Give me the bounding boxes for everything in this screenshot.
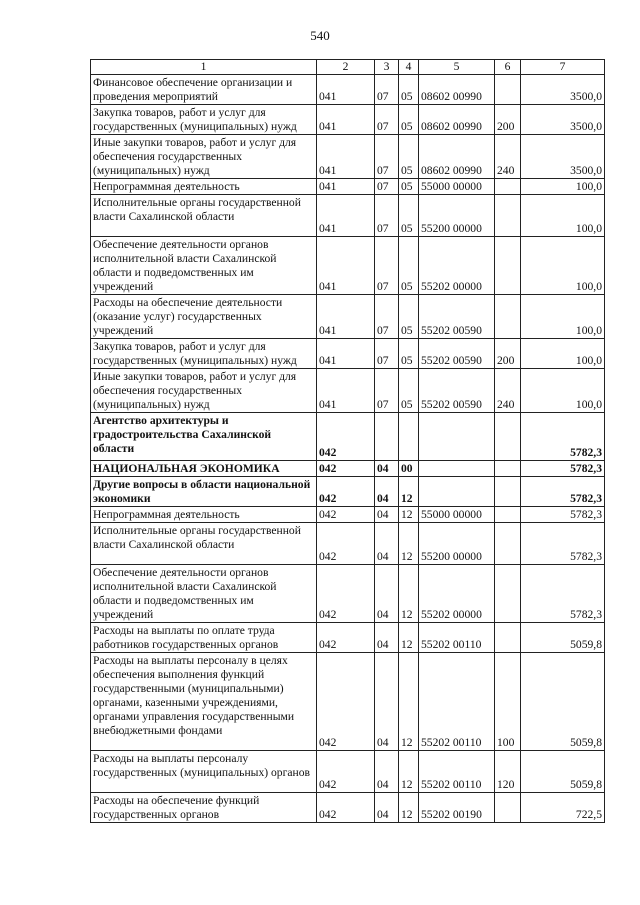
- amount: 100,0: [521, 369, 605, 413]
- table-row: [91, 135, 605, 179]
- table-row: [91, 413, 605, 461]
- subsection-code: 05: [399, 179, 419, 195]
- item-name: Другие вопросы в области национальной экономики: [91, 477, 317, 507]
- subsection-code: 05: [399, 237, 419, 295]
- ministry-code: 041: [317, 195, 375, 237]
- section-code: 04: [375, 507, 399, 523]
- subsection-code: 12: [399, 523, 419, 565]
- section-code: 07: [375, 135, 399, 179]
- page-number: 540: [310, 28, 330, 43]
- table-row: [91, 105, 605, 135]
- item-name: НАЦИОНАЛЬНАЯ ЭКОНОМИКА: [91, 461, 317, 477]
- column-header: 6: [495, 60, 521, 75]
- target-article-code: 55202 00110: [419, 653, 495, 751]
- expense-type-code: [495, 461, 521, 477]
- amount: 5059,8: [521, 653, 605, 751]
- target-article-code: 08602 00990: [419, 135, 495, 179]
- amount: 100,0: [521, 295, 605, 339]
- expense-type-code: [495, 523, 521, 565]
- table-row: [91, 339, 605, 369]
- item-name: Финансовое обеспечение организации и проведения мероприятий: [91, 75, 317, 105]
- table-row: [91, 237, 605, 295]
- subsection-code: 12: [399, 653, 419, 751]
- column-header: 4: [399, 60, 419, 75]
- item-name: Иные закупки товаров, работ и услуг для обеспечения государственных (муниципальных) нужд: [91, 369, 317, 413]
- section-code: 07: [375, 295, 399, 339]
- expense-type-code: [495, 623, 521, 653]
- amount: 100,0: [521, 237, 605, 295]
- amount: 5782,3: [521, 523, 605, 565]
- subsection-code: 12: [399, 565, 419, 623]
- expense-type-code: 240: [495, 369, 521, 413]
- ministry-code: 041: [317, 237, 375, 295]
- section-code: 07: [375, 75, 399, 105]
- amount: 100,0: [521, 179, 605, 195]
- expense-type-code: 240: [495, 135, 521, 179]
- ministry-code: 042: [317, 413, 375, 461]
- item-name: Исполнительные органы государственной власти Сахалинской области: [91, 195, 317, 237]
- amount: 3500,0: [521, 105, 605, 135]
- expense-type-code: 200: [495, 339, 521, 369]
- column-header: 3: [375, 60, 399, 75]
- item-name: Иные закупки товаров, работ и услуг для обеспечения государственных (муниципальных) нужд: [91, 135, 317, 179]
- section-code: 07: [375, 195, 399, 237]
- ministry-code: 042: [317, 477, 375, 507]
- expense-type-code: [495, 477, 521, 507]
- table-row: [91, 523, 605, 565]
- table-row: [91, 179, 605, 195]
- target-article-code: 55202 00590: [419, 295, 495, 339]
- item-name: Закупка товаров, работ и услуг для государственных (муниципальных) нужд: [91, 105, 317, 135]
- table-row: [91, 195, 605, 237]
- target-article-code: 55202 00110: [419, 751, 495, 793]
- subsection-code: [399, 413, 419, 461]
- column-header: 5: [419, 60, 495, 75]
- expense-type-code: [495, 565, 521, 623]
- table-row: [91, 75, 605, 105]
- column-header: 7: [521, 60, 605, 75]
- subsection-code: 12: [399, 507, 419, 523]
- subsection-code: 05: [399, 135, 419, 179]
- expense-type-code: [495, 507, 521, 523]
- item-name: Расходы на выплаты персоналу государственных (муниципальных) органов: [91, 751, 317, 793]
- target-article-code: 55000 00000: [419, 507, 495, 523]
- ministry-code: 042: [317, 461, 375, 477]
- section-code: 04: [375, 793, 399, 823]
- subsection-code: 05: [399, 295, 419, 339]
- item-name: Непрограммная деятельность: [91, 179, 317, 195]
- section-code: 04: [375, 477, 399, 507]
- ministry-code: 042: [317, 507, 375, 523]
- target-article-code: 55202 00110: [419, 623, 495, 653]
- subsection-code: 05: [399, 75, 419, 105]
- target-article-code: 55202 00590: [419, 339, 495, 369]
- budget-table: [90, 59, 605, 823]
- ministry-code: 042: [317, 751, 375, 793]
- section-code: 07: [375, 369, 399, 413]
- ministry-code: 042: [317, 565, 375, 623]
- table-row: [91, 751, 605, 793]
- ministry-code: 041: [317, 339, 375, 369]
- expense-type-code: 100: [495, 653, 521, 751]
- item-name: Обеспечение деятельности органов исполнительной власти Сахалинской области и подведомственных им учреждений: [91, 565, 317, 623]
- section-code: 04: [375, 653, 399, 751]
- section-code: 04: [375, 461, 399, 477]
- expense-type-code: [495, 179, 521, 195]
- expense-type-code: [495, 75, 521, 105]
- subsection-code: 05: [399, 339, 419, 369]
- subsection-code: 05: [399, 105, 419, 135]
- amount: 3500,0: [521, 75, 605, 105]
- amount: 100,0: [521, 195, 605, 237]
- table-row: [91, 295, 605, 339]
- section-code: 07: [375, 179, 399, 195]
- section-code: 07: [375, 237, 399, 295]
- item-name: Расходы на обеспечение деятельности (оказание услуг) государственных учреждений: [91, 295, 317, 339]
- target-article-code: [419, 461, 495, 477]
- section-code: 04: [375, 565, 399, 623]
- ministry-code: 041: [317, 75, 375, 105]
- amount: 722,5: [521, 793, 605, 823]
- amount: 5782,3: [521, 413, 605, 461]
- table-row: [91, 623, 605, 653]
- ministry-code: 041: [317, 105, 375, 135]
- expense-type-code: 120: [495, 751, 521, 793]
- subsection-code: 12: [399, 751, 419, 793]
- table-row: [91, 477, 605, 507]
- amount: 5782,3: [521, 565, 605, 623]
- section-code: 07: [375, 339, 399, 369]
- table-row: [91, 461, 605, 477]
- target-article-code: 08602 00990: [419, 75, 495, 105]
- expense-type-code: [495, 295, 521, 339]
- item-name: Непрограммная деятельность: [91, 507, 317, 523]
- table-row: [91, 565, 605, 623]
- ministry-code: 042: [317, 623, 375, 653]
- subsection-code: 05: [399, 369, 419, 413]
- ministry-code: 041: [317, 295, 375, 339]
- ministry-code: 042: [317, 653, 375, 751]
- target-article-code: 55200 00000: [419, 523, 495, 565]
- column-header: 1: [91, 60, 317, 75]
- target-article-code: 55202 00190: [419, 793, 495, 823]
- section-code: [375, 413, 399, 461]
- subsection-code: 00: [399, 461, 419, 477]
- table-row: [91, 793, 605, 823]
- target-article-code: 08602 00990: [419, 105, 495, 135]
- item-name: Расходы на обеспечение функций государственных органов: [91, 793, 317, 823]
- table-row: [91, 369, 605, 413]
- item-name: Агентство архитектуры и градостроительства Сахалинской области: [91, 413, 317, 461]
- subsection-code: 12: [399, 793, 419, 823]
- section-code: 04: [375, 523, 399, 565]
- ministry-code: 041: [317, 179, 375, 195]
- section-code: 07: [375, 105, 399, 135]
- ministry-code: 042: [317, 523, 375, 565]
- target-article-code: 55202 00590: [419, 369, 495, 413]
- ministry-code: 042: [317, 793, 375, 823]
- amount: 5782,3: [521, 477, 605, 507]
- amount: 5059,8: [521, 623, 605, 653]
- target-article-code: 55000 00000: [419, 179, 495, 195]
- item-name: Расходы на выплаты по оплате труда работников государственных органов: [91, 623, 317, 653]
- subsection-code: 05: [399, 195, 419, 237]
- section-code: 04: [375, 623, 399, 653]
- expense-type-code: 200: [495, 105, 521, 135]
- header-row: [91, 60, 605, 75]
- target-article-code: [419, 477, 495, 507]
- ministry-code: 041: [317, 369, 375, 413]
- item-name: Расходы на выплаты персоналу в целях обеспечения выполнения функций государственными (муниципальными) органами, казенными учреждениями, органами управления государственными внебюджетными фондами: [91, 653, 317, 751]
- expense-type-code: [495, 793, 521, 823]
- target-article-code: [419, 413, 495, 461]
- target-article-code: 55200 00000: [419, 195, 495, 237]
- amount: 5059,8: [521, 751, 605, 793]
- target-article-code: 55202 00000: [419, 565, 495, 623]
- section-code: 04: [375, 751, 399, 793]
- amount: 5782,3: [521, 461, 605, 477]
- table-row: [91, 507, 605, 523]
- amount: 100,0: [521, 339, 605, 369]
- column-header: 2: [317, 60, 375, 75]
- subsection-code: 12: [399, 623, 419, 653]
- expense-type-code: [495, 195, 521, 237]
- item-name: Закупка товаров, работ и услуг для государственных (муниципальных) нужд: [91, 339, 317, 369]
- expense-type-code: [495, 413, 521, 461]
- amount: 3500,0: [521, 135, 605, 179]
- table-row: [91, 653, 605, 751]
- target-article-code: 55202 00000: [419, 237, 495, 295]
- item-name: Обеспечение деятельности органов исполнительной власти Сахалинской области и подведомственных им учреждений: [91, 237, 317, 295]
- item-name: Исполнительные органы государственной власти Сахалинской области: [91, 523, 317, 565]
- subsection-code: 12: [399, 477, 419, 507]
- amount: 5782,3: [521, 507, 605, 523]
- ministry-code: 041: [317, 135, 375, 179]
- expense-type-code: [495, 237, 521, 295]
